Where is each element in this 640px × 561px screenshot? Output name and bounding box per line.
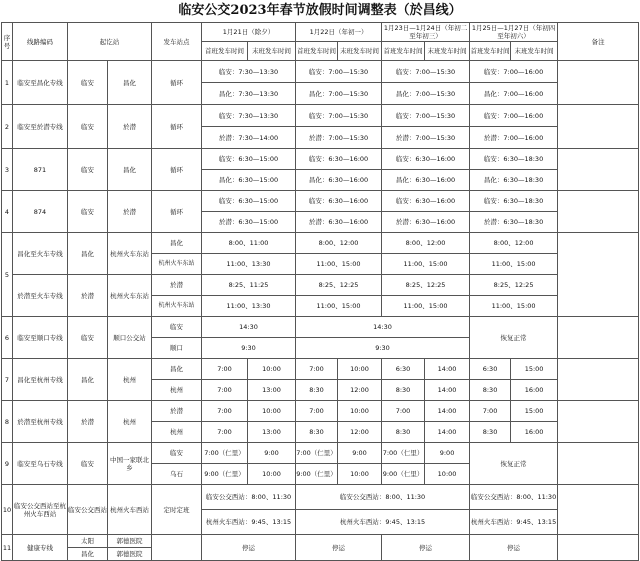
station-cell: 杭州 [152, 380, 202, 401]
time-cell: 14:30 [296, 317, 470, 338]
time-cell: 9:00 [338, 443, 382, 464]
time-cell: 临安：6:30—16:00 [382, 149, 470, 170]
day4-header: 1月25日—1月27日（年初四至年初六） [470, 23, 558, 42]
seq-cell: 11 [2, 535, 13, 561]
route-cell: 临安至於潜专线 [13, 105, 68, 149]
time-cell: 8:30 [382, 422, 425, 443]
time-cell: 9:30 [296, 338, 470, 359]
day1-header: 1月21日（除夕） [202, 23, 296, 42]
time-cell: 8:00、12:00 [296, 233, 382, 254]
schedule-table [1, 22, 639, 561]
time-cell: 7:00 [470, 401, 511, 422]
time-cell: 昌化：7:00—15:30 [382, 83, 470, 105]
time-cell: 11:00、15:00 [382, 296, 470, 317]
suspended-cell: 停运 [202, 535, 296, 561]
station-cell: 临安 [152, 443, 202, 464]
time-cell: 8:30 [470, 380, 511, 401]
to-cell: 郭德医院 [108, 548, 152, 561]
table-row [2, 61, 639, 83]
to-cell: 昌化 [108, 149, 152, 191]
first-bus-header: 首班发车时间 [382, 42, 425, 61]
time-cell: 9:00 [425, 443, 470, 464]
mode-cell [152, 535, 202, 561]
from-cell: 昌化 [68, 233, 108, 275]
time-cell: 於潜：7:30—14:00 [202, 127, 296, 149]
time-cell: 8:25、12:25 [296, 275, 382, 296]
last-bus-header: 末班发车时间 [248, 42, 296, 61]
stops-header: 起讫站 [68, 23, 152, 61]
time-cell: 於潜：6:30—16:00 [296, 212, 382, 233]
table-row [2, 443, 639, 464]
mode-header: 发车站点 [152, 23, 202, 61]
time-cell: 11:00、13:30 [202, 254, 296, 275]
time-cell: 临安：6:30—18:30 [470, 149, 558, 170]
last-bus-header: 末班发车时间 [425, 42, 470, 61]
first-bus-header: 首班发车时间 [202, 42, 248, 61]
time-cell: 临安公交西站：8:00、11:30 [470, 485, 558, 510]
table-row [2, 275, 639, 296]
day3-header: 1月23日—1月24日（年初二至年初三） [382, 23, 470, 42]
first-bus-header: 首班发车时间 [470, 42, 511, 61]
time-cell: 临安：7:30—13:30 [202, 61, 296, 83]
table-row [2, 191, 639, 212]
station-cell: 顺口 [152, 338, 202, 359]
time-cell: 临安：7:00—16:00 [470, 105, 558, 127]
seq-cell: 4 [2, 191, 13, 233]
seq-cell: 9 [2, 443, 13, 485]
mode-cell: 循环 [152, 149, 202, 191]
to-cell: 顺口公交站 [108, 317, 152, 359]
time-cell: 8:30 [296, 422, 338, 443]
time-cell: 12:00 [338, 380, 382, 401]
seq-cell: 3 [2, 149, 13, 191]
station-cell: 杭州火车东站 [152, 296, 202, 317]
time-cell: 临安：7:00—15:30 [382, 61, 470, 83]
table-row [2, 105, 639, 127]
time-cell: 於潜：6:30—16:00 [382, 212, 470, 233]
time-cell: 12:00 [338, 422, 382, 443]
seq-header: 序号 [2, 23, 13, 61]
to-cell: 昌化 [108, 61, 152, 105]
route-cell: 於潜至火车专线 [13, 275, 68, 317]
seq-cell: 10 [2, 485, 13, 535]
normal-cell: 恢复正常 [470, 443, 558, 485]
table-row [2, 485, 639, 510]
time-cell: 9:00（仁里） [202, 464, 248, 485]
time-cell: 7:00（仁里） [382, 443, 425, 464]
time-cell: 7:00 [202, 422, 248, 443]
time-cell: 临安：7:30—13:30 [202, 105, 296, 127]
time-cell: 13:00 [248, 380, 296, 401]
mode-cell: 循环 [152, 191, 202, 233]
route-cell: 临安至昌化专线 [13, 61, 68, 105]
remark-cell [558, 105, 639, 149]
mode-cell: 循环 [152, 61, 202, 105]
time-cell: 於潜：7:00—15:30 [382, 127, 470, 149]
time-cell: 8:00、12:00 [382, 233, 470, 254]
time-cell: 10:00 [425, 464, 470, 485]
time-cell: 8:00、12:00 [470, 233, 558, 254]
time-cell: 14:00 [425, 422, 470, 443]
time-cell: 杭州火车西站：9:45、13:15 [296, 510, 470, 535]
time-cell: 11:00、15:00 [382, 254, 470, 275]
time-cell: 昌化：6:30—15:00 [202, 170, 296, 191]
time-cell: 11:00、15:00 [470, 254, 558, 275]
time-cell: 7:00（仁里） [296, 443, 338, 464]
time-cell: 昌化：7:00—15:30 [296, 83, 382, 105]
station-cell: 临安 [152, 317, 202, 338]
table-row [2, 317, 639, 338]
table-row [2, 149, 639, 170]
time-cell: 昌化：6:30—16:00 [382, 170, 470, 191]
time-cell: 8:00、11:00 [202, 233, 296, 254]
station-cell: 於潜 [152, 275, 202, 296]
from-cell: 临安 [68, 149, 108, 191]
time-cell: 杭州火车西站：9:45、13:15 [202, 510, 296, 535]
time-cell: 於潜：6:30—15:00 [202, 212, 296, 233]
time-cell: 10:00 [338, 401, 382, 422]
from-cell: 临安 [68, 443, 108, 485]
time-cell: 昌化：6:30—16:00 [296, 170, 382, 191]
remark-cell [558, 233, 639, 317]
time-cell: 於潜：7:00—16:00 [470, 127, 558, 149]
last-bus-header: 末班发车时间 [511, 42, 558, 61]
time-cell: 15:00 [511, 401, 558, 422]
time-cell: 11:00、15:00 [296, 254, 382, 275]
time-cell: 15:00 [511, 359, 558, 380]
time-cell: 9:30 [202, 338, 296, 359]
time-cell: 临安：6:30—18:30 [470, 191, 558, 212]
time-cell: 临安：7:00—15:30 [382, 105, 470, 127]
station-cell: 杭州 [152, 422, 202, 443]
page-title: 临安公交2023年春节放假时间调整表（於昌线） [178, 3, 462, 18]
time-cell: 9:00（仁里） [382, 464, 425, 485]
to-cell: 杭州火车西站 [108, 485, 152, 535]
mode-cell: 循环 [152, 105, 202, 149]
time-cell: 16:00 [511, 422, 558, 443]
remark-cell [558, 61, 639, 105]
time-cell: 7:00 [202, 380, 248, 401]
time-cell: 13:00 [248, 422, 296, 443]
remark-cell [558, 485, 639, 535]
suspended-cell: 停运 [382, 535, 470, 561]
time-cell: 临安公交西站：8:00、11:30 [296, 485, 470, 510]
time-cell: 7:00（仁里） [202, 443, 248, 464]
time-cell: 7:00 [382, 401, 425, 422]
to-cell: 郭德医院 [108, 535, 152, 548]
first-bus-header: 首班发车时间 [296, 42, 338, 61]
time-cell: 临安：7:00—16:00 [470, 61, 558, 83]
remark-header: 备注 [558, 23, 639, 61]
last-bus-header: 末班发车时间 [338, 42, 382, 61]
route-cell: 健康专线 [13, 535, 68, 561]
seq-cell: 2 [2, 105, 13, 149]
time-cell: 9:00（仁里） [296, 464, 338, 485]
time-cell: 临安：6:30—15:00 [202, 149, 296, 170]
time-cell: 8:30 [470, 422, 511, 443]
remark-cell [558, 535, 639, 561]
time-cell: 10:00 [338, 464, 382, 485]
time-cell: 8:30 [296, 380, 338, 401]
route-cell: 临安至乌石专线 [13, 443, 68, 485]
table-row [2, 401, 639, 422]
time-cell: 临安：6:30—16:00 [382, 191, 470, 212]
time-cell: 杭州火车西站：9:45、13:15 [470, 510, 558, 535]
route-header: 线路编码 [13, 23, 68, 61]
to-cell: 中国一家联北乡 [108, 443, 152, 485]
time-cell: 16:00 [511, 380, 558, 401]
time-cell: 於潜：6:30—18:30 [470, 212, 558, 233]
time-cell: 7:00 [202, 359, 248, 380]
suspended-cell: 停运 [470, 535, 558, 561]
time-cell: 14:00 [425, 359, 470, 380]
time-cell: 临安：6:30—16:00 [296, 191, 382, 212]
table-row [2, 535, 639, 548]
time-cell: 8:30 [382, 380, 425, 401]
normal-cell: 恢复正常 [470, 317, 558, 359]
time-cell: 临安：6:30—15:00 [202, 191, 296, 212]
time-cell: 11:00、15:00 [296, 296, 382, 317]
day2-header: 1月22日（年初一） [296, 23, 382, 42]
time-cell: 7:00 [202, 401, 248, 422]
time-cell: 7:00 [296, 401, 338, 422]
time-cell: 昌化：7:30—13:30 [202, 83, 296, 105]
time-cell: 昌化：6:30—18:30 [470, 170, 558, 191]
remark-cell [558, 149, 639, 191]
to-cell: 杭州 [108, 359, 152, 401]
route-cell: 於潜至杭州专线 [13, 401, 68, 443]
station-cell: 乌石 [152, 464, 202, 485]
remark-cell [558, 359, 639, 401]
mode-cell: 定时定班 [152, 485, 202, 535]
remark-cell [558, 317, 639, 359]
from-cell: 临安 [68, 317, 108, 359]
time-cell: 临安：6:30—16:00 [296, 149, 382, 170]
to-cell: 於潜 [108, 105, 152, 149]
remark-cell [558, 443, 639, 485]
time-cell: 8:25、11:25 [202, 275, 296, 296]
time-cell: 6:30 [470, 359, 511, 380]
time-cell: 14:00 [425, 401, 470, 422]
route-cell: 昌化至火车专线 [13, 233, 68, 275]
seq-cell: 7 [2, 359, 13, 401]
seq-cell: 5 [2, 233, 13, 317]
from-cell: 临安 [68, 191, 108, 233]
from-cell: 临安公交西站 [68, 485, 108, 535]
to-cell: 杭州火车东站 [108, 233, 152, 275]
to-cell: 杭州火车东站 [108, 275, 152, 317]
station-cell: 昌化 [152, 359, 202, 380]
route-cell: 临安公交西站至杭州火车西站 [13, 485, 68, 535]
to-cell: 杭州 [108, 401, 152, 443]
time-cell: 10:00 [248, 359, 296, 380]
time-cell: 9:00 [248, 443, 296, 464]
time-cell: 14:30 [202, 317, 296, 338]
seq-cell: 8 [2, 401, 13, 443]
time-cell: 於潜：7:00—15:30 [296, 127, 382, 149]
time-cell: 11:00、15:00 [470, 296, 558, 317]
route-cell: 临安至顺口专线 [13, 317, 68, 359]
remark-cell [558, 401, 639, 443]
time-cell: 8:25、12:25 [470, 275, 558, 296]
time-cell: 昌化：7:00—16:00 [470, 83, 558, 105]
route-cell: 昌化至杭州专线 [13, 359, 68, 401]
time-cell: 7:00 [296, 359, 338, 380]
from-cell: 於潜 [68, 401, 108, 443]
table-row [2, 233, 639, 254]
time-cell: 6:30 [382, 359, 425, 380]
station-cell: 杭州火车东站 [152, 254, 202, 275]
seq-cell: 1 [2, 61, 13, 105]
route-cell: 871 [13, 149, 68, 191]
time-cell: 临安公交西站：8:00、11:30 [202, 485, 296, 510]
time-cell: 11:00、13:30 [202, 296, 296, 317]
from-cell: 临安 [68, 61, 108, 105]
from-cell: 临安 [68, 105, 108, 149]
from-cell: 於潜 [68, 275, 108, 317]
time-cell: 临安：7:00—15:30 [296, 105, 382, 127]
remark-cell [558, 191, 639, 233]
station-cell: 於潜 [152, 401, 202, 422]
time-cell: 临安：7:00—15:30 [296, 61, 382, 83]
time-cell: 10:00 [338, 359, 382, 380]
from-cell: 太阳 [68, 535, 108, 548]
suspended-cell: 停运 [296, 535, 382, 561]
time-cell: 10:00 [248, 464, 296, 485]
time-cell: 14:00 [425, 380, 470, 401]
time-cell: 8:25、12:25 [382, 275, 470, 296]
to-cell: 於潜 [108, 191, 152, 233]
header-row-1 [2, 23, 639, 42]
from-cell: 昌化 [68, 359, 108, 401]
route-cell: 874 [13, 191, 68, 233]
time-cell: 10:00 [248, 401, 296, 422]
station-cell: 昌化 [152, 233, 202, 254]
table-row [2, 359, 639, 380]
from-cell: 昌化 [68, 548, 108, 561]
seq-cell: 6 [2, 317, 13, 359]
